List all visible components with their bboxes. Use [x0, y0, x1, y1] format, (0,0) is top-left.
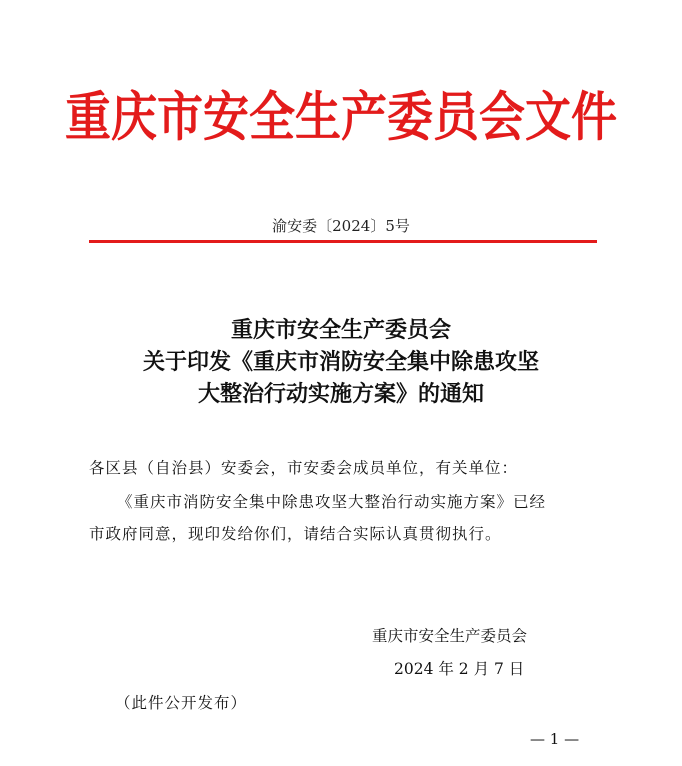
notice-title-line-1: 重庆市安全生产委员会	[230, 317, 451, 343]
addressee-line: 各区县（自治县）安委会，市安委会成员单位，有关单位：	[89, 459, 519, 477]
notice-title-line-3: 大整治行动实施方案》的通知	[197, 381, 484, 407]
body-paragraph-line-1: 《重庆市消防安全集中除患攻坚大整治行动实施方案》已经	[117, 493, 547, 511]
signer-organization: 重庆市安全生产委员会	[372, 627, 528, 645]
issuer-header-title: 重庆市安全生产委员会文件	[65, 85, 617, 148]
page-number: — 1 —	[530, 730, 580, 748]
document-number: 渝安委〔2024〕5号	[272, 217, 410, 235]
public-release-note: （此件公开发布）	[115, 694, 248, 712]
header-red-rule	[89, 240, 597, 243]
signature-date: 2024 年 2 月 7 日	[394, 660, 525, 678]
notice-title-line-2: 关于印发《重庆市消防安全集中除患攻坚	[142, 349, 539, 375]
body-paragraph-line-2: 市政府同意，现印发给你们，请结合实际认真贯彻执行。	[89, 525, 502, 543]
notice-title	[0, 314, 682, 410]
